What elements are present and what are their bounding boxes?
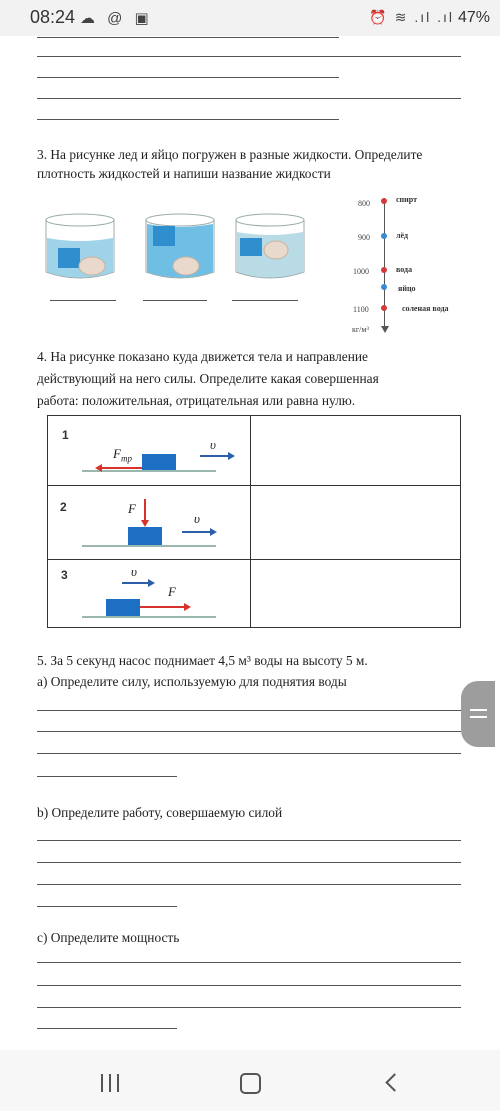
scale-unit: кг/м³ (352, 325, 369, 334)
row-2-force-arrow (144, 499, 146, 521)
row-1-ground (82, 470, 216, 472)
scale-tick-1100: 1100 (353, 305, 369, 314)
answer-line[interactable] (37, 753, 461, 754)
work-table (47, 415, 461, 628)
task4-text-line1: 4. На рисунке показано куда движется тела и направление (37, 349, 368, 364)
recent-apps-icon[interactable] (101, 1074, 121, 1092)
status-bar (0, 0, 500, 36)
beaker-1 (46, 214, 114, 278)
row-2-velocity-arrowhead (210, 528, 217, 536)
table-row-2-figure (48, 486, 251, 560)
scale-dot-spirit (381, 198, 387, 204)
task5-intro: 5. За 5 секунд насос поднимает 4,5 м³ воды на высоту 5 м. (37, 653, 368, 668)
answer-line[interactable] (37, 710, 461, 711)
table-row-3-answer[interactable] (251, 560, 461, 628)
row-3-velocity-arrow (122, 582, 148, 584)
answer-line (37, 37, 339, 38)
row-2-velocity-arrow (182, 531, 210, 533)
scale-name-spirit: спирт (396, 195, 418, 204)
menu-bar-icon (470, 716, 487, 718)
scale-name-ice: лёд (396, 231, 409, 240)
task5-part-a: а) Определите силу, используемую для поднятия воды (37, 674, 347, 689)
task3-text-line2: плотность жидкостей и напиши название жидкости (37, 166, 331, 181)
scale-dot-salt-water (381, 305, 387, 311)
scale-dot-water (381, 267, 387, 273)
scale-tick-900: 900 (358, 233, 370, 242)
answer-line[interactable] (37, 1007, 461, 1008)
row-1-force-label (113, 446, 132, 464)
row-2-ground (82, 545, 216, 547)
row-1-friction-arrowhead (95, 464, 102, 472)
scale-name-water: вода (396, 265, 413, 274)
table-row-1-figure (48, 416, 251, 486)
beaker-answer-line-3 (232, 300, 298, 301)
row-3-force-arrowhead (184, 603, 191, 611)
beaker-answer-line-1 (50, 300, 116, 301)
beakers-illustration (40, 210, 310, 290)
answer-line[interactable] (37, 985, 461, 986)
row-2-force-label: F (128, 501, 136, 516)
row-1-number: 1 (62, 428, 69, 442)
answer-line (37, 119, 339, 120)
row-3-force-arrow (140, 606, 184, 608)
scale-tick-1000: 1000 (353, 267, 369, 276)
answer-line (37, 56, 461, 57)
answer-line[interactable] (37, 906, 177, 907)
answer-line[interactable] (37, 962, 461, 963)
battery-percent: 47% (457, 9, 490, 26)
status-time: 08:24 (30, 7, 76, 27)
task3-text-line1: 3. На рисунке лед и яйцо погружен в разные жидкости. Определите (37, 147, 423, 162)
table-row-1-answer[interactable] (251, 416, 461, 486)
row-1-velocity-arrowhead (228, 452, 235, 460)
row-2-block (128, 527, 162, 545)
row-2-velocity-label: υ (194, 511, 200, 526)
answer-line[interactable] (37, 884, 461, 885)
answer-line (37, 77, 339, 78)
row-1-friction-arrow (100, 467, 142, 469)
scale-tick-800: 800 (358, 199, 370, 208)
answer-line[interactable] (37, 776, 177, 777)
beaker-3 (236, 214, 304, 278)
row-3-number: 3 (61, 568, 68, 582)
row-3-force-label: F (168, 584, 176, 599)
notification-icons: ☁ @ ▣ (80, 10, 153, 27)
scale-dot-ice (381, 233, 387, 239)
side-menu-button[interactable] (461, 681, 495, 747)
beaker-2 (146, 214, 214, 278)
task4-text-line2: действующий на него силы. Определите какая совершенная (37, 371, 379, 386)
menu-bar-icon (470, 709, 487, 711)
table-row-2-answer[interactable] (251, 486, 461, 560)
answer-line[interactable] (37, 731, 461, 732)
back-icon[interactable] (385, 1073, 403, 1091)
beaker-answer-line-2 (143, 300, 207, 301)
task5-part-c: с) Определите мощность (37, 930, 180, 945)
force-label: F (113, 446, 121, 461)
row-3-velocity-label: υ (131, 564, 137, 579)
task5-part-b: b) Определите работу, совершаемую силой (37, 805, 283, 820)
row-3-velocity-arrowhead (148, 579, 155, 587)
navigation-bar (0, 1050, 500, 1111)
row-3-ground (82, 616, 216, 618)
answer-line (37, 98, 461, 99)
row-1-velocity-arrow (200, 455, 228, 457)
scale-dot-egg (381, 284, 387, 290)
signal-icons: ⏰ ≋ .ıl .ıl (369, 9, 454, 25)
row-2-force-arrowhead (141, 520, 149, 527)
scale-name-salt-water: соленая вода (402, 304, 449, 313)
task4-text-line3: работа: положительная, отрицательная или равна нулю. (37, 393, 356, 408)
row-3-block (106, 599, 140, 616)
answer-line[interactable] (37, 840, 461, 841)
home-icon[interactable] (240, 1073, 261, 1094)
answer-line[interactable] (37, 1028, 177, 1029)
scale-name-egg: яйцо (398, 284, 416, 293)
row-1-block (142, 454, 176, 470)
force-sub-label: тр (120, 453, 132, 464)
answer-line[interactable] (37, 862, 461, 863)
row-1-velocity-label: υ (210, 437, 216, 452)
row-2-number: 2 (60, 500, 67, 514)
